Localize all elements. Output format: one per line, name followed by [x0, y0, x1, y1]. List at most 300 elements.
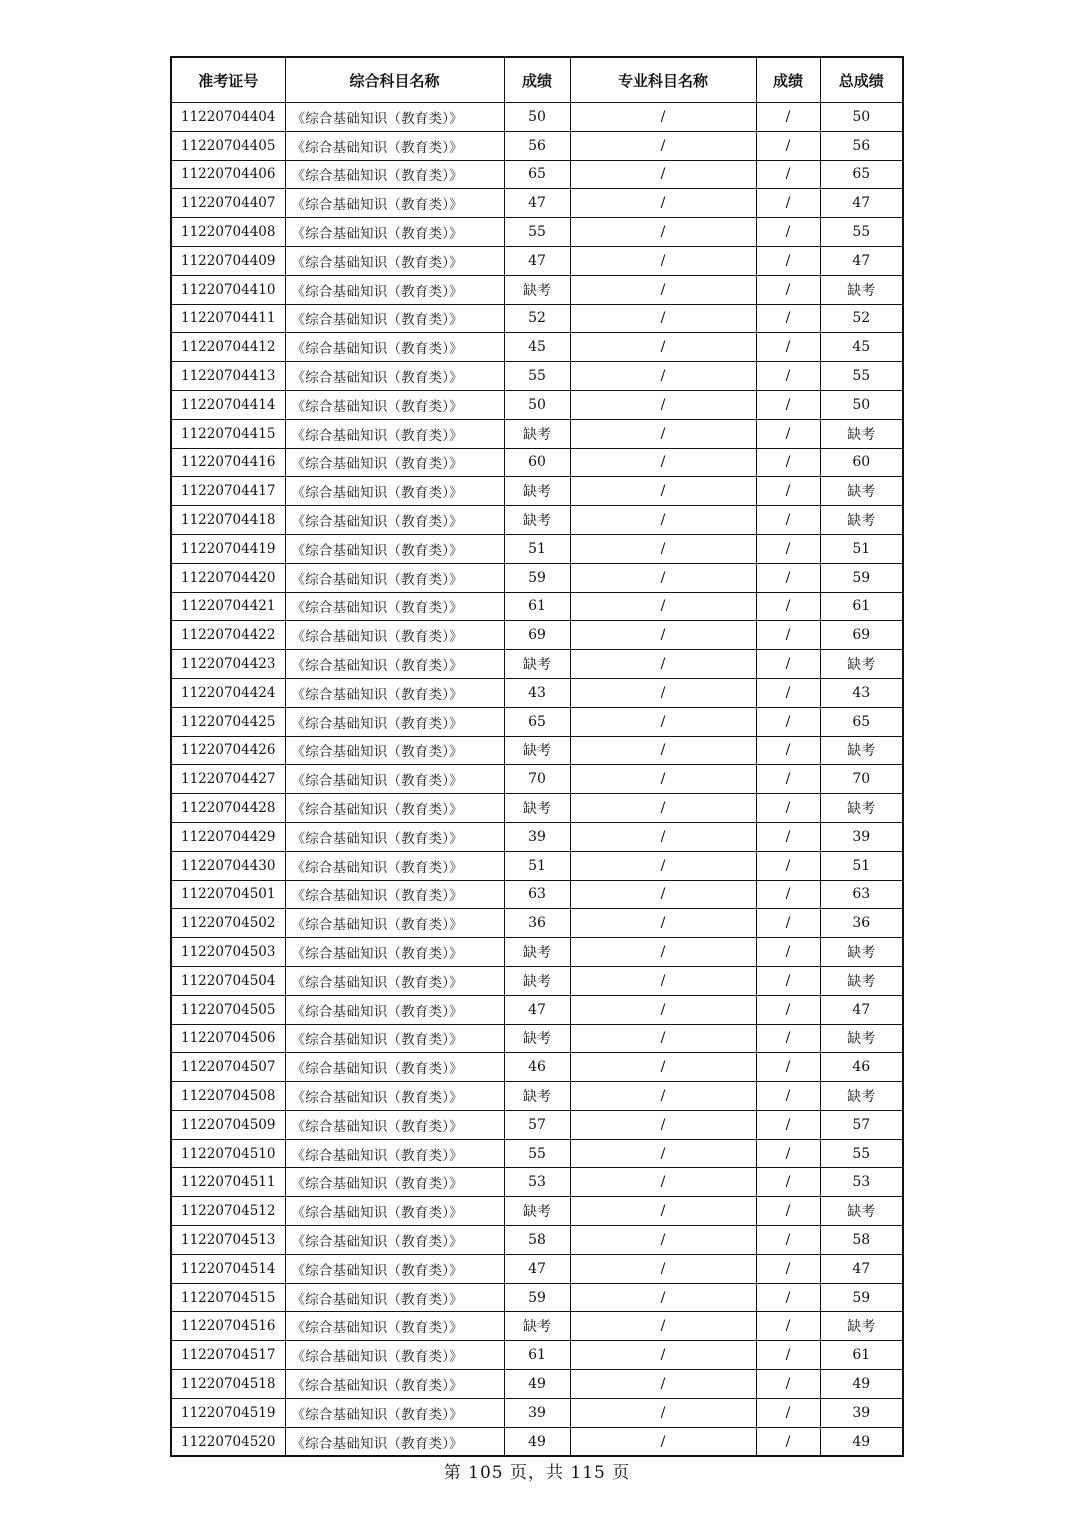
- exam-id-cell: 11220704423: [171, 650, 285, 679]
- general-score-cell: 61: [504, 1341, 570, 1370]
- general-score-cell: 缺考: [504, 1082, 570, 1111]
- general-score-cell: 65: [504, 707, 570, 736]
- total-score-cell: 69: [820, 621, 903, 650]
- general-score-cell: 60: [504, 448, 570, 477]
- table-row: [171, 1398, 903, 1427]
- table-row: [171, 995, 903, 1024]
- total-score-cell: 46: [820, 1053, 903, 1082]
- total-score-cell: 55: [820, 218, 903, 247]
- major-score-cell: /: [756, 362, 820, 391]
- general-score-cell: 缺考: [504, 938, 570, 967]
- general-score-cell: 缺考: [504, 419, 570, 448]
- general-subject-cell: 《综合基础知识（教育类）》: [285, 390, 504, 419]
- total-score-cell: 50: [820, 390, 903, 419]
- major-subject-cell: /: [570, 246, 756, 275]
- total-score-cell: 51: [820, 851, 903, 880]
- general-subject-cell: 《综合基础知识（教育类）》: [285, 304, 504, 333]
- major-score-cell: /: [756, 851, 820, 880]
- general-subject-cell: 《综合基础知识（教育类）》: [285, 477, 504, 506]
- exam-id-cell: 11220704504: [171, 966, 285, 995]
- general-subject-cell: 《综合基础知识（教育类）》: [285, 275, 504, 304]
- total-score-cell: 缺考: [820, 1197, 903, 1226]
- exam-id-cell: 11220704426: [171, 736, 285, 765]
- table-row: [171, 506, 903, 535]
- major-subject-cell: /: [570, 938, 756, 967]
- major-subject-cell: /: [570, 1082, 756, 1111]
- general-score-cell: 55: [504, 1139, 570, 1168]
- exam-id-cell: 11220704517: [171, 1341, 285, 1370]
- total-score-cell: 47: [820, 246, 903, 275]
- major-subject-cell: /: [570, 362, 756, 391]
- table-row: [171, 1341, 903, 1370]
- table-row: [171, 592, 903, 621]
- total-score-cell: 43: [820, 678, 903, 707]
- table-row: [171, 304, 903, 333]
- general-subject-cell: 《综合基础知识（教育类）》: [285, 131, 504, 160]
- table-row: [171, 563, 903, 592]
- table-row: [171, 419, 903, 448]
- exam-id-cell: 11220704507: [171, 1053, 285, 1082]
- total-score-cell: 缺考: [820, 794, 903, 823]
- major-score-cell: /: [756, 736, 820, 765]
- exam-id-cell: 11220704413: [171, 362, 285, 391]
- general-subject-cell: 《综合基础知识（教育类）》: [285, 592, 504, 621]
- general-subject-cell: 《综合基础知识（教育类）》: [285, 1283, 504, 1312]
- general-subject-cell: 《综合基础知识（教育类）》: [285, 419, 504, 448]
- exam-id-cell: 11220704502: [171, 909, 285, 938]
- total-score-cell: 39: [820, 822, 903, 851]
- footer-page-number: 105: [468, 1463, 504, 1483]
- major-subject-cell: /: [570, 506, 756, 535]
- major-subject-cell: /: [570, 650, 756, 679]
- general-score-cell: 49: [504, 1427, 570, 1456]
- general-subject-cell: 《综合基础知识（教育类）》: [285, 1427, 504, 1456]
- major-score-cell: /: [756, 448, 820, 477]
- general-score-cell: 50: [504, 103, 570, 132]
- general-score-cell: 59: [504, 563, 570, 592]
- major-score-cell: /: [756, 304, 820, 333]
- major-score-cell: /: [756, 160, 820, 189]
- major-score-cell: /: [756, 765, 820, 794]
- exam-id-cell: 11220704404: [171, 103, 285, 132]
- major-score-cell: /: [756, 650, 820, 679]
- table-row: [171, 189, 903, 218]
- major-subject-cell: /: [570, 1398, 756, 1427]
- general-subject-cell: 《综合基础知识（教育类）》: [285, 333, 504, 362]
- major-score-cell: /: [756, 794, 820, 823]
- general-score-cell: 47: [504, 246, 570, 275]
- general-subject-cell: 《综合基础知识（教育类）》: [285, 1139, 504, 1168]
- exam-id-cell: 11220704513: [171, 1226, 285, 1255]
- major-subject-cell: /: [570, 909, 756, 938]
- table-body: [171, 103, 903, 1457]
- general-subject-cell: 《综合基础知识（教育类）》: [285, 1370, 504, 1399]
- general-subject-cell: 《综合基础知识（教育类）》: [285, 995, 504, 1024]
- major-subject-cell: /: [570, 103, 756, 132]
- major-subject-cell: /: [570, 1024, 756, 1053]
- general-score-cell: 缺考: [504, 1312, 570, 1341]
- exam-id-cell: 11220704516: [171, 1312, 285, 1341]
- general-score-cell: 50: [504, 390, 570, 419]
- major-score-cell: /: [756, 275, 820, 304]
- major-score-cell: /: [756, 1197, 820, 1226]
- table-row: [171, 1168, 903, 1197]
- major-subject-cell: /: [570, 794, 756, 823]
- exam-id-cell: 11220704514: [171, 1254, 285, 1283]
- table-row: [171, 1226, 903, 1255]
- exam-id-cell: 11220704408: [171, 218, 285, 247]
- general-score-cell: 69: [504, 621, 570, 650]
- total-score-cell: 缺考: [820, 1082, 903, 1111]
- table-row: [171, 707, 903, 736]
- exam-id-cell: 11220704407: [171, 189, 285, 218]
- major-score-cell: /: [756, 1398, 820, 1427]
- exam-id-cell: 11220704411: [171, 304, 285, 333]
- major-subject-cell: /: [570, 1168, 756, 1197]
- general-score-cell: 53: [504, 1168, 570, 1197]
- total-score-cell: 49: [820, 1370, 903, 1399]
- major-subject-cell: /: [570, 592, 756, 621]
- major-score-cell: /: [756, 534, 820, 563]
- table-row: [171, 966, 903, 995]
- table-row: [171, 822, 903, 851]
- major-subject-cell: /: [570, 1226, 756, 1255]
- exam-id-cell: 11220704425: [171, 707, 285, 736]
- total-score-cell: 63: [820, 880, 903, 909]
- general-subject-cell: 《综合基础知识（教育类）》: [285, 448, 504, 477]
- major-score-cell: /: [756, 1082, 820, 1111]
- total-score-cell: 缺考: [820, 275, 903, 304]
- exam-id-cell: 11220704412: [171, 333, 285, 362]
- general-score-cell: 39: [504, 1398, 570, 1427]
- major-subject-cell: /: [570, 390, 756, 419]
- total-score-cell: 缺考: [820, 736, 903, 765]
- total-score-cell: 缺考: [820, 506, 903, 535]
- total-score-cell: 缺考: [820, 938, 903, 967]
- major-score-cell: /: [756, 563, 820, 592]
- exam-id-cell: 11220704430: [171, 851, 285, 880]
- general-score-cell: 47: [504, 1254, 570, 1283]
- major-subject-cell: /: [570, 995, 756, 1024]
- major-score-cell: /: [756, 390, 820, 419]
- general-score-cell: 缺考: [504, 736, 570, 765]
- exam-id-cell: 11220704424: [171, 678, 285, 707]
- general-score-cell: 61: [504, 592, 570, 621]
- table-row: [171, 218, 903, 247]
- exam-id-cell: 11220704501: [171, 880, 285, 909]
- table-row: [171, 1370, 903, 1399]
- major-score-cell: /: [756, 1168, 820, 1197]
- exam-id-cell: 11220704427: [171, 765, 285, 794]
- major-score-cell: /: [756, 938, 820, 967]
- exam-id-cell: 11220704515: [171, 1283, 285, 1312]
- general-score-cell: 55: [504, 218, 570, 247]
- exam-id-cell: 11220704415: [171, 419, 285, 448]
- table-row: [171, 1024, 903, 1053]
- table-row: [171, 362, 903, 391]
- general-score-cell: 缺考: [504, 506, 570, 535]
- footer-total-pages: 115: [570, 1463, 606, 1483]
- general-subject-cell: 《综合基础知识（教育类）》: [285, 650, 504, 679]
- general-subject-cell: 《综合基础知识（教育类）》: [285, 765, 504, 794]
- major-subject-cell: /: [570, 851, 756, 880]
- general-subject-cell: 《综合基础知识（教育类）》: [285, 246, 504, 275]
- major-subject-cell: /: [570, 563, 756, 592]
- general-score-cell: 70: [504, 765, 570, 794]
- general-score-cell: 59: [504, 1283, 570, 1312]
- exam-id-cell: 11220704428: [171, 794, 285, 823]
- total-score-cell: 61: [820, 592, 903, 621]
- general-score-cell: 43: [504, 678, 570, 707]
- general-subject-cell: 《综合基础知识（教育类）》: [285, 1168, 504, 1197]
- major-subject-cell: /: [570, 131, 756, 160]
- major-subject-cell: /: [570, 621, 756, 650]
- major-subject-cell: /: [570, 275, 756, 304]
- major-subject-cell: /: [570, 448, 756, 477]
- general-score-cell: 51: [504, 851, 570, 880]
- major-subject-cell: /: [570, 966, 756, 995]
- header-exam-id: 准考证号: [171, 57, 285, 103]
- major-subject-cell: /: [570, 1312, 756, 1341]
- table-row: [171, 621, 903, 650]
- footer-suffix: 页: [612, 1463, 631, 1483]
- major-score-cell: /: [756, 880, 820, 909]
- general-score-cell: 58: [504, 1226, 570, 1255]
- table-row: [171, 736, 903, 765]
- major-subject-cell: /: [570, 160, 756, 189]
- major-subject-cell: /: [570, 189, 756, 218]
- table-row: [171, 794, 903, 823]
- exam-id-cell: 11220704405: [171, 131, 285, 160]
- exam-id-cell: 11220704414: [171, 390, 285, 419]
- exam-id-cell: 11220704520: [171, 1427, 285, 1456]
- table-row: [171, 880, 903, 909]
- table-row: [171, 1427, 903, 1456]
- major-score-cell: /: [756, 995, 820, 1024]
- general-score-cell: 63: [504, 880, 570, 909]
- total-score-cell: 58: [820, 1226, 903, 1255]
- total-score-cell: 56: [820, 131, 903, 160]
- table-row: [171, 1197, 903, 1226]
- exam-id-cell: 11220704509: [171, 1110, 285, 1139]
- total-score-cell: 缺考: [820, 419, 903, 448]
- general-score-cell: 49: [504, 1370, 570, 1399]
- total-score-cell: 39: [820, 1398, 903, 1427]
- total-score-cell: 70: [820, 765, 903, 794]
- total-score-cell: 49: [820, 1427, 903, 1456]
- general-subject-cell: 《综合基础知识（教育类）》: [285, 1024, 504, 1053]
- general-score-cell: 缺考: [504, 966, 570, 995]
- major-subject-cell: /: [570, 1197, 756, 1226]
- major-subject-cell: /: [570, 1341, 756, 1370]
- major-subject-cell: /: [570, 534, 756, 563]
- major-score-cell: /: [756, 131, 820, 160]
- table-header-row: [171, 57, 903, 103]
- exam-id-cell: 11220704505: [171, 995, 285, 1024]
- general-subject-cell: 《综合基础知识（教育类）》: [285, 621, 504, 650]
- header-major-score: 成绩: [756, 57, 820, 103]
- general-score-cell: 65: [504, 160, 570, 189]
- major-score-cell: /: [756, 909, 820, 938]
- exam-id-cell: 11220704416: [171, 448, 285, 477]
- general-subject-cell: 《综合基础知识（教育类）》: [285, 678, 504, 707]
- total-score-cell: 59: [820, 563, 903, 592]
- major-subject-cell: /: [570, 1254, 756, 1283]
- exam-id-cell: 11220704418: [171, 506, 285, 535]
- table-row: [171, 160, 903, 189]
- general-subject-cell: 《综合基础知识（教育类）》: [285, 160, 504, 189]
- total-score-cell: 36: [820, 909, 903, 938]
- table-row: [171, 390, 903, 419]
- table-row: [171, 909, 903, 938]
- major-subject-cell: /: [570, 419, 756, 448]
- table-row: [171, 477, 903, 506]
- general-score-cell: 缺考: [504, 275, 570, 304]
- major-subject-cell: /: [570, 1053, 756, 1082]
- header-major-subject: 专业科目名称: [570, 57, 756, 103]
- general-score-cell: 55: [504, 362, 570, 391]
- major-score-cell: /: [756, 189, 820, 218]
- general-subject-cell: 《综合基础知识（教育类）》: [285, 189, 504, 218]
- major-subject-cell: /: [570, 765, 756, 794]
- major-score-cell: /: [756, 707, 820, 736]
- general-score-cell: 缺考: [504, 1024, 570, 1053]
- general-subject-cell: 《综合基础知识（教育类）》: [285, 794, 504, 823]
- total-score-cell: 缺考: [820, 650, 903, 679]
- header-general-subject: 综合科目名称: [285, 57, 504, 103]
- major-subject-cell: /: [570, 822, 756, 851]
- major-score-cell: /: [756, 218, 820, 247]
- table-row: [171, 1139, 903, 1168]
- major-subject-cell: /: [570, 1139, 756, 1168]
- general-subject-cell: 《综合基础知识（教育类）》: [285, 909, 504, 938]
- general-subject-cell: 《综合基础知识（教育类）》: [285, 938, 504, 967]
- major-score-cell: /: [756, 1110, 820, 1139]
- total-score-cell: 65: [820, 160, 903, 189]
- exam-id-cell: 11220704420: [171, 563, 285, 592]
- major-subject-cell: /: [570, 304, 756, 333]
- major-subject-cell: /: [570, 736, 756, 765]
- major-score-cell: /: [756, 1024, 820, 1053]
- major-subject-cell: /: [570, 1283, 756, 1312]
- footer-middle: 页，共: [510, 1463, 564, 1483]
- page-footer: [0, 1458, 1074, 1483]
- exam-id-cell: 11220704512: [171, 1197, 285, 1226]
- table-row: [171, 131, 903, 160]
- general-score-cell: 缺考: [504, 794, 570, 823]
- general-subject-cell: 《综合基础知识（教育类）》: [285, 822, 504, 851]
- major-score-cell: /: [756, 678, 820, 707]
- major-score-cell: /: [756, 966, 820, 995]
- table-row: [171, 1283, 903, 1312]
- general-subject-cell: 《综合基础知识（教育类）》: [285, 563, 504, 592]
- major-subject-cell: /: [570, 880, 756, 909]
- total-score-cell: 59: [820, 1283, 903, 1312]
- major-score-cell: /: [756, 621, 820, 650]
- table-row: [171, 938, 903, 967]
- general-score-cell: 45: [504, 333, 570, 362]
- general-score-cell: 47: [504, 189, 570, 218]
- total-score-cell: 60: [820, 448, 903, 477]
- exam-id-cell: 11220704419: [171, 534, 285, 563]
- major-subject-cell: /: [570, 1370, 756, 1399]
- table-row: [171, 246, 903, 275]
- table-row: [171, 534, 903, 563]
- major-score-cell: /: [756, 103, 820, 132]
- total-score-cell: 50: [820, 103, 903, 132]
- major-score-cell: /: [756, 246, 820, 275]
- header-general-score: 成绩: [504, 57, 570, 103]
- total-score-cell: 51: [820, 534, 903, 563]
- major-subject-cell: /: [570, 1427, 756, 1456]
- total-score-cell: 45: [820, 333, 903, 362]
- major-subject-cell: /: [570, 1110, 756, 1139]
- table-row: [171, 103, 903, 132]
- major-score-cell: /: [756, 822, 820, 851]
- exam-id-cell: 11220704417: [171, 477, 285, 506]
- table-row: [171, 678, 903, 707]
- major-score-cell: /: [756, 333, 820, 362]
- table-row: [171, 448, 903, 477]
- total-score-cell: 缺考: [820, 1312, 903, 1341]
- major-subject-cell: /: [570, 707, 756, 736]
- total-score-cell: 65: [820, 707, 903, 736]
- footer-prefix: 第: [443, 1463, 462, 1483]
- score-sheet: [170, 56, 902, 1457]
- major-score-cell: /: [756, 1427, 820, 1456]
- general-subject-cell: 《综合基础知识（教育类）》: [285, 534, 504, 563]
- major-score-cell: /: [756, 477, 820, 506]
- major-score-cell: /: [756, 1312, 820, 1341]
- general-score-cell: 57: [504, 1110, 570, 1139]
- exam-id-cell: 11220704508: [171, 1082, 285, 1111]
- total-score-cell: 缺考: [820, 477, 903, 506]
- major-score-cell: /: [756, 1053, 820, 1082]
- total-score-cell: 缺考: [820, 1024, 903, 1053]
- major-subject-cell: /: [570, 477, 756, 506]
- major-score-cell: /: [756, 1370, 820, 1399]
- total-score-cell: 61: [820, 1341, 903, 1370]
- table-row: [171, 851, 903, 880]
- major-score-cell: /: [756, 1254, 820, 1283]
- general-subject-cell: 《综合基础知识（教育类）》: [285, 1341, 504, 1370]
- general-score-cell: 36: [504, 909, 570, 938]
- exam-id-cell: 11220704506: [171, 1024, 285, 1053]
- total-score-cell: 缺考: [820, 966, 903, 995]
- general-subject-cell: 《综合基础知识（教育类）》: [285, 1110, 504, 1139]
- general-score-cell: 47: [504, 995, 570, 1024]
- total-score-cell: 55: [820, 1139, 903, 1168]
- general-subject-cell: 《综合基础知识（教育类）》: [285, 851, 504, 880]
- general-subject-cell: 《综合基础知识（教育类）》: [285, 966, 504, 995]
- table-row: [171, 1110, 903, 1139]
- header-total-score: 总成绩: [820, 57, 903, 103]
- table-row: [171, 1312, 903, 1341]
- general-subject-cell: 《综合基础知识（教育类）》: [285, 707, 504, 736]
- table-row: [171, 650, 903, 679]
- general-score-cell: 缺考: [504, 477, 570, 506]
- major-subject-cell: /: [570, 218, 756, 247]
- major-subject-cell: /: [570, 678, 756, 707]
- exam-id-cell: 11220704422: [171, 621, 285, 650]
- exam-id-cell: 11220704503: [171, 938, 285, 967]
- exam-id-cell: 11220704409: [171, 246, 285, 275]
- major-score-cell: /: [756, 1139, 820, 1168]
- exam-id-cell: 11220704429: [171, 822, 285, 851]
- major-score-cell: /: [756, 419, 820, 448]
- general-subject-cell: 《综合基础知识（教育类）》: [285, 506, 504, 535]
- general-subject-cell: 《综合基础知识（教育类）》: [285, 1398, 504, 1427]
